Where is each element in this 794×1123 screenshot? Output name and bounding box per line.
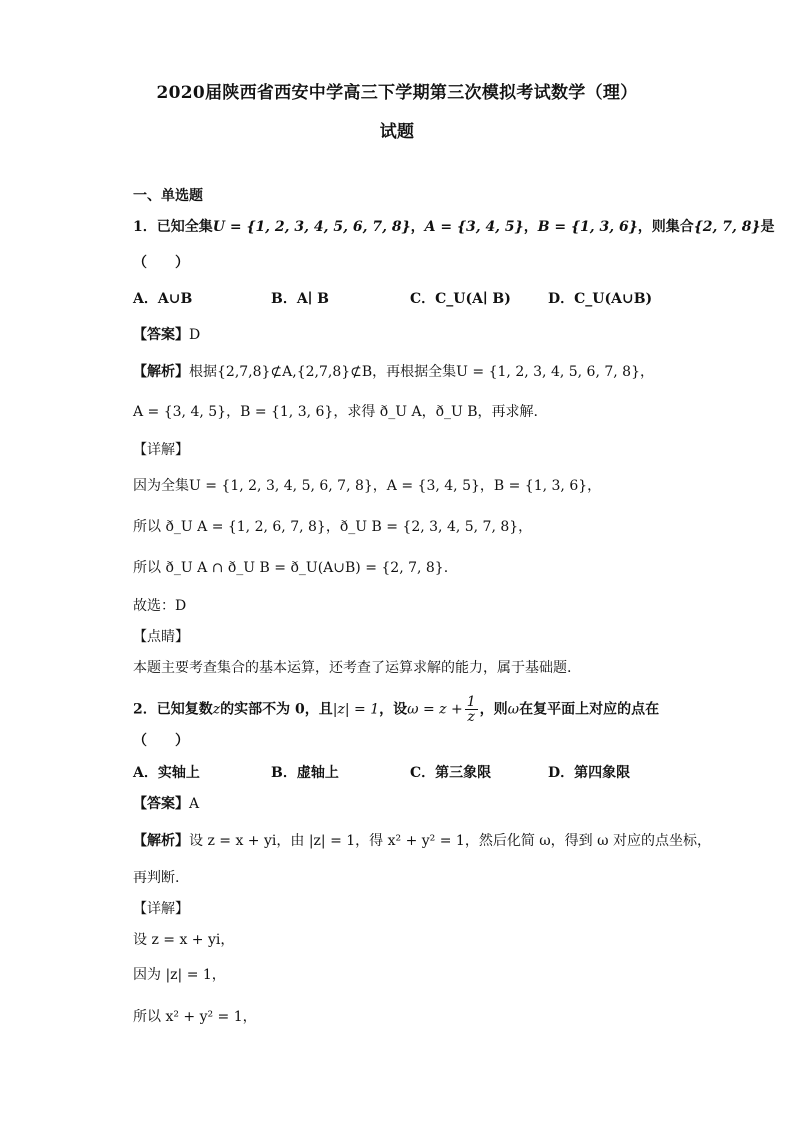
q2-detail-line1: 设 z = x + yi， xyxy=(133,932,235,948)
q1-set-a: A = {3, 4, 5} xyxy=(424,219,524,235)
q1-analysis-line1 xyxy=(133,362,654,382)
q2-z: z xyxy=(212,701,221,718)
q1-stem-c: 是 xyxy=(760,219,775,235)
q1-comment: 本题主要考查集合的基本运算，还考查了运算求解的能力，属于基础题. xyxy=(133,660,572,676)
q1-answer-value: D xyxy=(189,327,201,343)
q1-detail-line1: 因为全集U = {1, 2, 3, 4, 5, 6, 7, 8}，A = {3, 4, 5}，B = {1, 3, 6}， xyxy=(133,478,602,494)
q2-stem-c: ，设 xyxy=(379,701,408,718)
q2-detail-line3: 所以 x² + y² = 1， xyxy=(133,1009,257,1025)
q2-stem-b: 的实部不为 0，且 xyxy=(220,701,333,718)
q1-analysis-text1: 根据{2,7,8}⊄A,{2,7,8}⊄B，再根据全集U = {1, 2, 3, 4, 5, 6, 7, 8}， xyxy=(189,364,654,380)
q2-detail-line2: 因为 |z| = 1， xyxy=(133,967,226,983)
q2-abs-z: |z| = 1 xyxy=(332,701,380,718)
q2-stem xyxy=(133,695,659,724)
q1-set-b: B = {1, 3, 6} xyxy=(537,219,638,235)
q2-analysis-text1: 设 z = x + yi，由 |z| = 1，得 x² + y² = 1，然后化简 ω，得到 ω 对应的点坐标， xyxy=(189,833,711,849)
q1-choose: 故选：D xyxy=(133,598,187,614)
q1-option-b: B．A∣ B xyxy=(271,291,329,307)
q1-answer xyxy=(133,325,200,345)
q2-fraction xyxy=(465,695,478,724)
q2-option-a: A．实轴上 xyxy=(133,765,200,781)
q1-target-set: {2, 7, 8} xyxy=(693,219,761,235)
q1-paren: （ ） xyxy=(133,255,189,271)
q2-answer-tag: 【答案】 xyxy=(133,796,189,812)
q1-analysis-line2: A = {3, 4, 5}，B = {1, 3, 6}，求得 ð_U A，ð_U B，再求解. xyxy=(133,404,538,420)
q2-omega-eq: ω = z + xyxy=(407,701,463,718)
q2-answer-value: A xyxy=(189,796,200,812)
q1-option-d: D．C_U(A∪B) xyxy=(548,291,653,307)
q1-set-u: U = {1, 2, 3, 4, 5, 6, 7, 8} xyxy=(212,219,411,235)
q2-fraction-denominator: z xyxy=(467,709,475,725)
section-heading: 一、单选题 xyxy=(133,188,203,204)
q2-omega: ω xyxy=(507,701,520,718)
q1-stem-b: ，则集合 xyxy=(637,219,694,235)
q2-stem-e: 在复平面上对应的点在 xyxy=(519,701,660,718)
q2-detail-tag: 【详解】 xyxy=(133,901,189,917)
q2-fraction-numerator: 1 xyxy=(466,694,476,710)
q2-analysis-tag: 【解析】 xyxy=(133,833,189,849)
q2-stem-a: 2．已知复数 xyxy=(133,701,213,718)
document-title-line1: 2020届陕西省西安中学高三下学期第三次模拟考试数学（理） xyxy=(156,83,638,103)
q1-stem-a: 1．已知全集 xyxy=(133,219,213,235)
q2-answer xyxy=(133,794,199,814)
q2-analysis-line1 xyxy=(133,831,711,851)
q1-detail-tag: 【详解】 xyxy=(133,442,189,458)
q1-comment-tag: 【点睛】 xyxy=(133,629,189,645)
q1-detail-line3: 所以 ð_U A ∩ ð_U B = ð_U(A∪B) = {2, 7, 8}. xyxy=(133,560,449,576)
q2-option-c: C．第三象限 xyxy=(410,765,492,781)
q2-paren: （ ） xyxy=(133,733,189,749)
q1-stem: 1．已知全集U = {1, 2, 3, 4, 5, 6, 7, 8}，A = {3, 4, 5}，B = {1, 3, 6}，则集合{2, 7, 8}是 xyxy=(133,219,775,235)
q1-analysis-tag: 【解析】 xyxy=(133,364,189,380)
document-title-line2: 试题 xyxy=(379,122,415,142)
q2-stem-d: ，则 xyxy=(479,701,508,718)
q1-detail-line2: 所以 ð_U A = {1, 2, 6, 7, 8}，ð_U B = {2, 3, 4, 5, 7, 8}， xyxy=(133,519,533,535)
q2-option-b: B．虚轴上 xyxy=(271,765,339,781)
q2-analysis-line2: 再判断. xyxy=(133,870,180,886)
q2-option-d: D．第四象限 xyxy=(548,765,631,781)
q1-answer-tag: 【答案】 xyxy=(133,327,189,343)
q1-option-a: A．A∪B xyxy=(133,291,193,307)
q1-option-c: C．C_U(A∣ B) xyxy=(410,291,511,307)
